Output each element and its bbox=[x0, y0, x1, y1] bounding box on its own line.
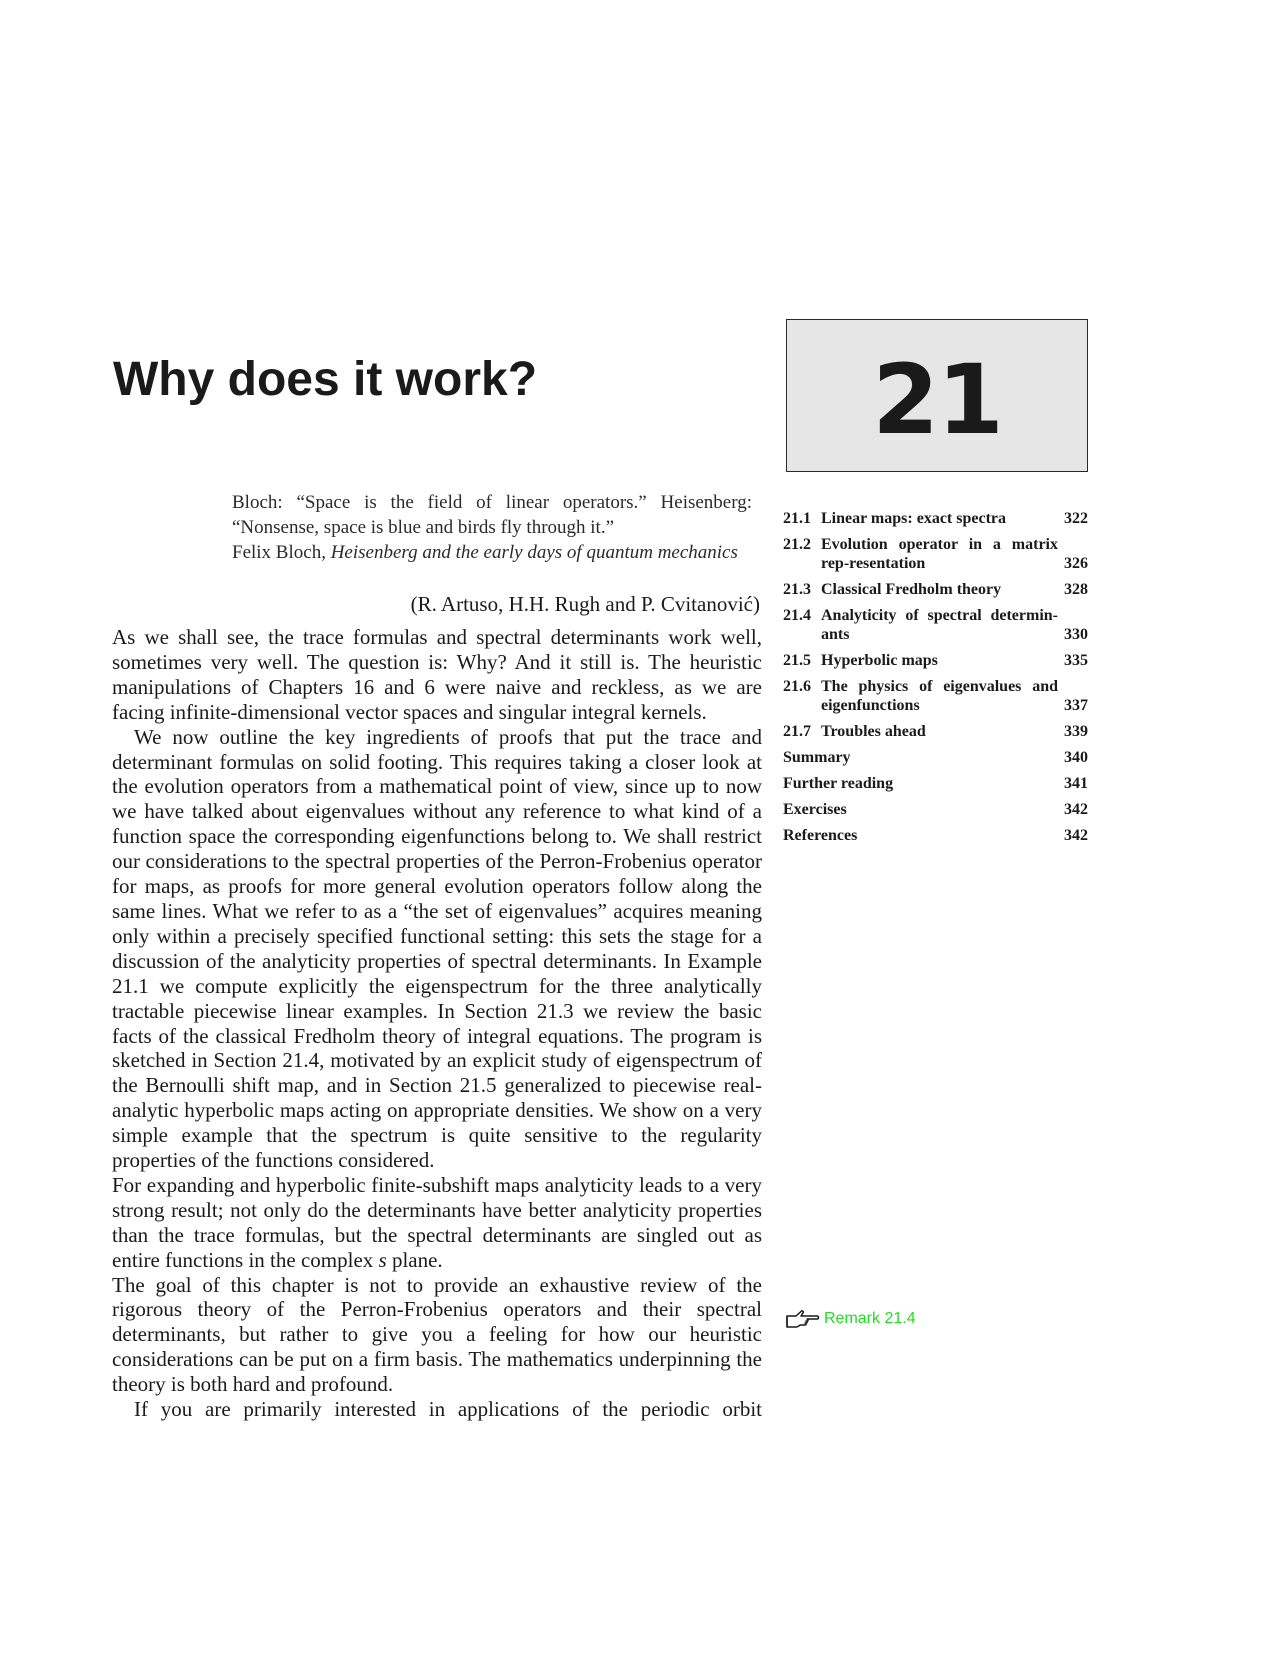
chapter-body bbox=[112, 625, 762, 1422]
epigraph-quote: Bloch: “Space is the field of linear operators.” Heisenberg: “Nonsense, space is blue and birds fly through it.” bbox=[232, 492, 752, 538]
epigraph-attribution bbox=[232, 540, 752, 565]
toc-entry-title: Summary bbox=[783, 749, 851, 766]
epigraph bbox=[232, 490, 752, 565]
body-paragraph-4: The goal of this chapter is not to provide an exhaustive review of the rigorous theory of the Perron-Frobenius operators and their spectral determinants, but rather to give you a feeling for how our heuristic considerations can be put on a firm basis. The mathematics underpinning the theory is both hard and profound. bbox=[112, 1272, 762, 1397]
toc-entry-page: 330 bbox=[1064, 626, 1088, 643]
toc-entry-number: 21.6 bbox=[783, 678, 811, 695]
toc-entry-number: 21.5 bbox=[783, 652, 811, 669]
body-paragraph-3-end: plane. bbox=[386, 1247, 443, 1272]
toc-entry-title: Exercises bbox=[783, 801, 847, 818]
toc-entry-page: 342 bbox=[1064, 801, 1088, 818]
remark-link[interactable]: Remark 21.4 bbox=[824, 1310, 916, 1327]
toc-entry-title: Classical Fredholm theory bbox=[821, 581, 1002, 598]
chapter-contents bbox=[783, 509, 1088, 845]
toc-entry-title: Hyperbolic maps bbox=[821, 652, 938, 669]
body-paragraph-1: As we shall see, the trace formulas and spectral determinants work well, sometimes very well. The question is: Why? And it still is. The heuristic manipulations of Chapters 16 and 6 were naive and reckless, as we are facing infinite-dimensional vector spaces and singular integral kernels. bbox=[112, 625, 762, 724]
body-paragraph-3-text: For expanding and hyperbolic finite-subshift maps analyticity leads to a very strong result; not only do the determinants have better analyticity properties than the trace formulas, but the spectral determinants are singled out as entire functions in the complex bbox=[112, 1172, 762, 1272]
body-paragraph-2: We now outline the key ingredients of proofs that put the trace and determinant formulas on solid footing. This requires taking a closer look at the evolution operators from a mathematical point of view, since up to now we have talked about eigenvalues without any reference to what kind of a function space the corresponding eigenfunctions belong to. We shall restrict our considerations to the spectral properties of the Perron-Frobenius operator for maps, as proofs for more general evolution operators follow along the same lines. What we refer to as a “the set of eigenvalues” acquires meaning only within a precisely specified functional setting: this sets the stage for a discussion of the analyticity properties of spectral determinants. In Example 21.1 we compute explicitly the eigenspectrum for the three analytically tractable piecewise linear examples. In Section 21.3 we review the basic facts of the classical Fredholm theory of integral equations. The program is sketched in Section 21.4, motivated by an explicit study of eigenspectrum of the Bernoulli shift map, and in Section 21.5 generalized to piecewise real-analytic hyperbolic maps acting on appropriate densities. We show on a very simple example that the spectrum is quite sensitive to the regularity properties of the functions considered. bbox=[112, 724, 762, 1173]
toc-entry[interactable] bbox=[783, 651, 1088, 670]
toc-entry-page: 322 bbox=[1064, 510, 1088, 527]
toc-entry-page: 326 bbox=[1064, 555, 1088, 572]
toc-entry-page: 341 bbox=[1064, 775, 1088, 792]
toc-entry[interactable] bbox=[783, 509, 1088, 528]
toc-entry-title: Linear maps: exact spectra bbox=[821, 510, 1006, 527]
toc-entry[interactable] bbox=[783, 722, 1088, 741]
toc-entry-title: References bbox=[783, 827, 858, 844]
chapter-authors: (R. Artuso, H.H. Rugh and P. Cvitanović) bbox=[410, 592, 760, 616]
margin-remark[interactable] bbox=[784, 1308, 916, 1330]
epigraph-attribution-author: Felix Bloch, bbox=[232, 542, 331, 563]
toc-entry[interactable] bbox=[783, 606, 1088, 644]
toc-entry-references[interactable] bbox=[783, 826, 1088, 845]
toc-entry-title: The physics of eigenvalues and eigenfunctions bbox=[821, 678, 1058, 714]
toc-entry-further-reading[interactable] bbox=[783, 774, 1088, 793]
toc-entry-page: 339 bbox=[1064, 723, 1088, 740]
toc-entry-number: 21.4 bbox=[783, 607, 811, 624]
toc-entry-exercises[interactable] bbox=[783, 800, 1088, 819]
toc-entry-number: 21.3 bbox=[783, 581, 811, 598]
toc-entry[interactable] bbox=[783, 535, 1088, 573]
toc-entry-number: 21.1 bbox=[783, 510, 811, 527]
toc-entry-number: 21.2 bbox=[783, 536, 811, 553]
toc-entry-title: Analyticity of spectral determin-ants bbox=[821, 607, 1058, 643]
toc-entry[interactable] bbox=[783, 677, 1088, 715]
chapter-number-box bbox=[786, 319, 1088, 472]
epigraph-attribution-work: Heisenberg and the early days of quantum mechanics bbox=[330, 542, 738, 563]
toc-entry-page: 340 bbox=[1064, 749, 1088, 766]
toc-entry-title: Evolution operator in a matrix rep-resentation bbox=[821, 536, 1058, 572]
pointing-hand-icon bbox=[784, 1308, 820, 1330]
toc-entry-page: 342 bbox=[1064, 827, 1088, 844]
toc-entry[interactable] bbox=[783, 580, 1088, 599]
chapter-number: 21 bbox=[872, 343, 1002, 456]
toc-entry-title: Further reading bbox=[783, 775, 894, 792]
toc-entry-page: 328 bbox=[1064, 581, 1088, 598]
math-variable-s: s bbox=[378, 1247, 387, 1272]
toc-entry-summary[interactable] bbox=[783, 748, 1088, 767]
body-paragraph-3 bbox=[112, 1173, 762, 1273]
chapter-title: Why does it work? bbox=[113, 353, 538, 406]
toc-entry-page: 335 bbox=[1064, 652, 1088, 669]
toc-entry-page: 337 bbox=[1064, 697, 1088, 714]
body-paragraph-5: If you are primarily interested in applications of the periodic orbit bbox=[134, 1397, 762, 1422]
toc-entry-title: Troubles ahead bbox=[821, 723, 926, 740]
toc-entry-number: 21.7 bbox=[783, 723, 811, 740]
